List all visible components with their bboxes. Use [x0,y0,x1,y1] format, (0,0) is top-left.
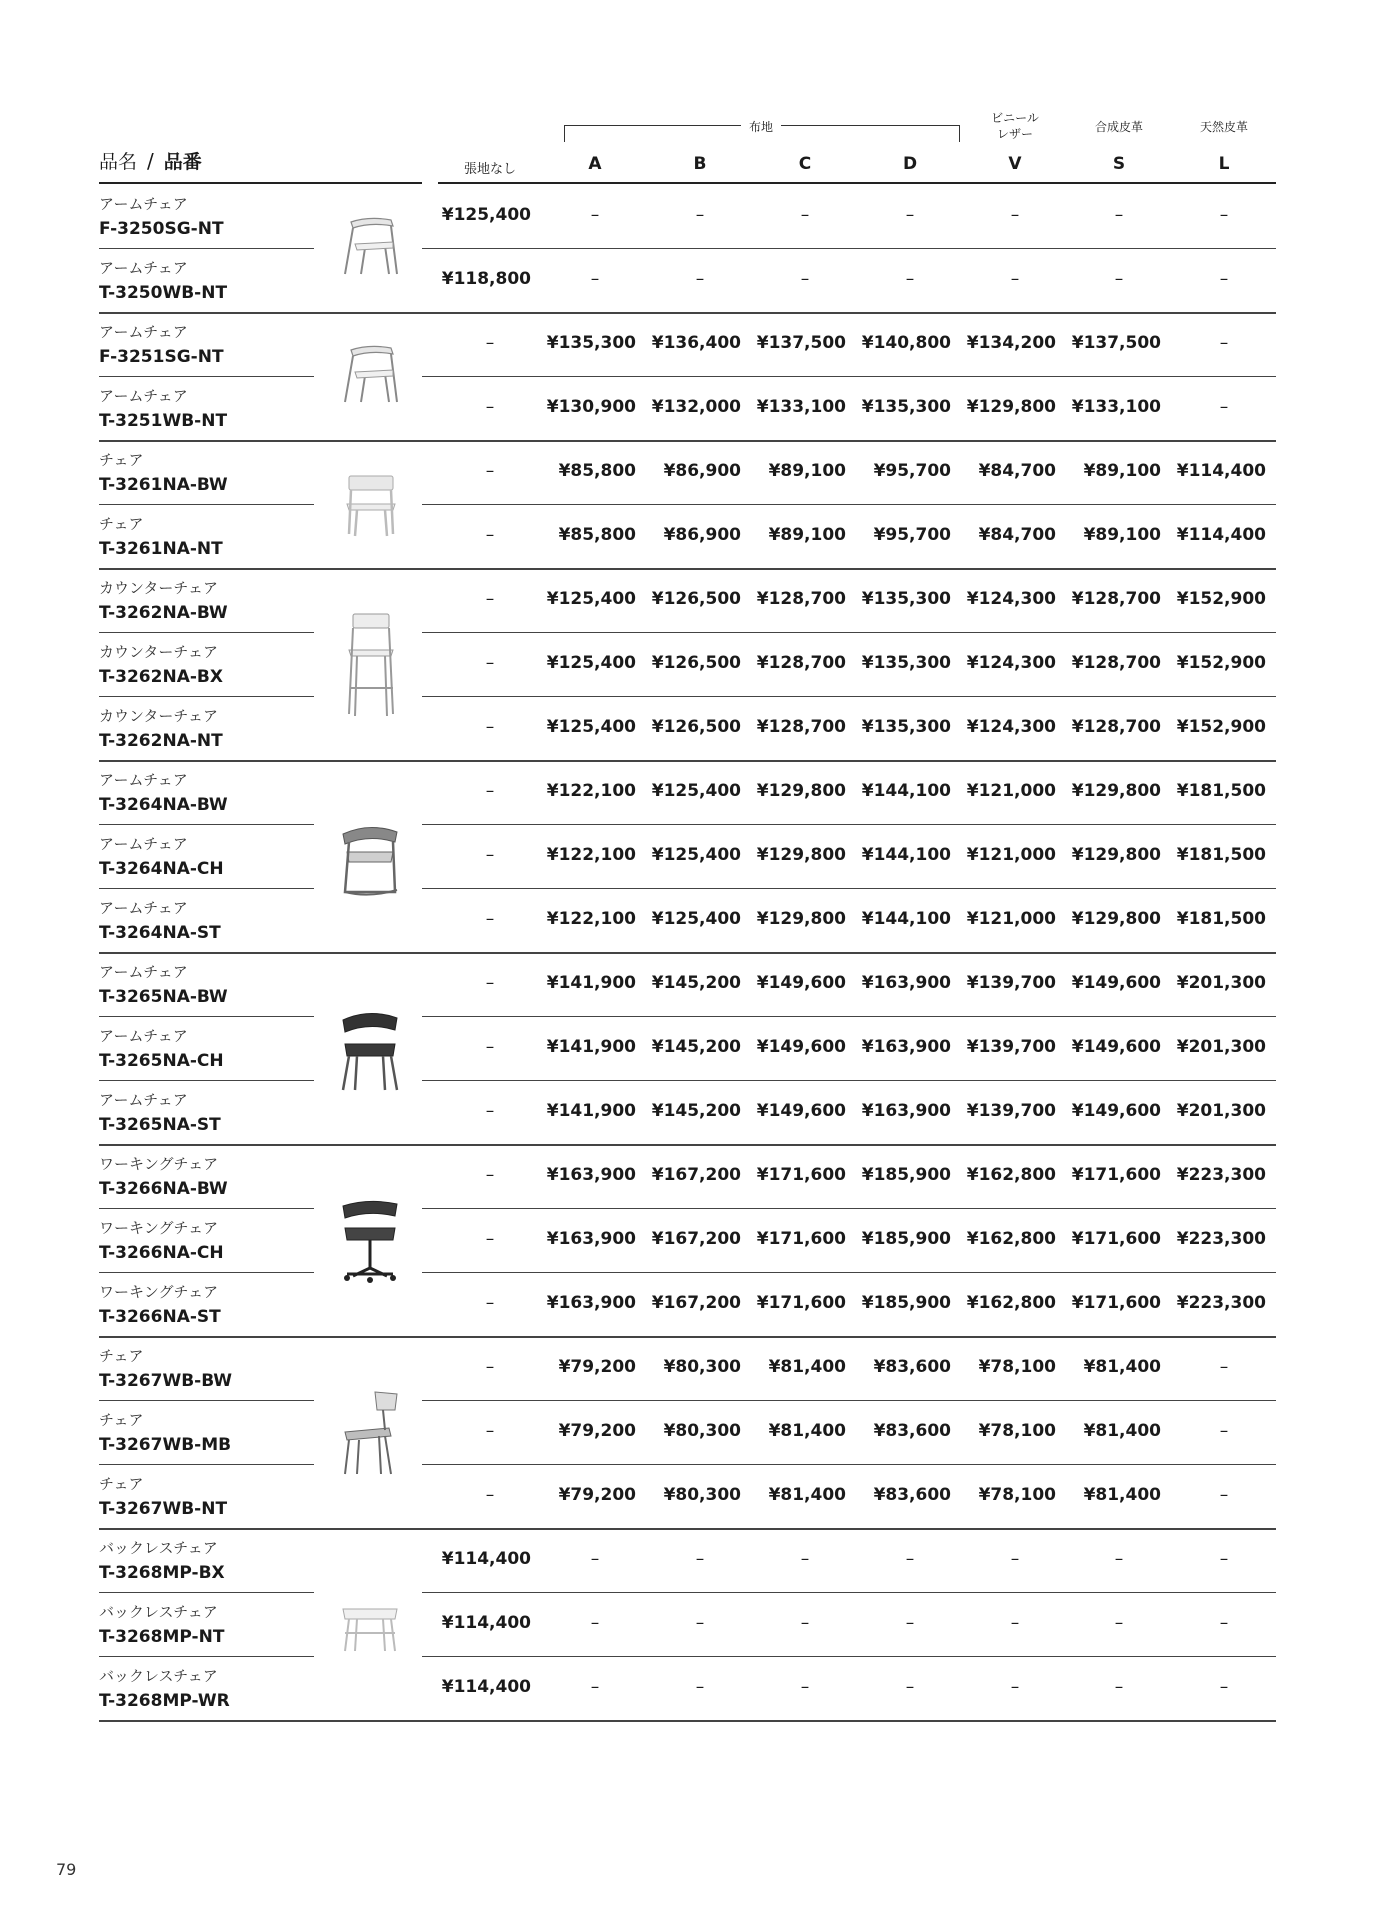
no-upholstery-label: 張地なし [463,162,517,177]
price-cell: ¥135,300 [861,397,951,417]
table-row [0,1337,1376,1401]
product-code: T-3264NA-BW [99,795,228,815]
price-cell: – [1010,1677,1020,1697]
price-cell: ¥78,100 [978,1485,1056,1505]
price-cell: ¥125,400 [546,589,636,609]
price-cell: ¥181,500 [1176,909,1266,929]
price-cell: ¥86,900 [663,461,741,481]
price-cell: – [485,1101,495,1121]
table-row [0,313,1376,377]
price-cell: ¥149,600 [756,1037,846,1057]
product-code: T-3265NA-BW [99,987,228,1007]
table-row [0,1465,1376,1529]
price-cell: ¥83,600 [873,1357,951,1377]
counter-chair-icon [335,610,415,720]
price-cell: ¥137,500 [1071,333,1161,353]
price-cell: – [695,1549,705,1569]
price-cell: ¥125,400 [441,205,531,225]
title-slash: / [147,149,154,173]
product-type: チェア [99,451,144,469]
table-row [0,1529,1376,1593]
price-cell: – [485,845,495,865]
price-cell: ¥163,900 [546,1229,636,1249]
product-code: T-3262NA-BX [99,667,223,687]
header-rule-left [99,182,422,184]
price-cell: ¥167,200 [651,1229,741,1249]
vinyl-leather-label [991,110,1039,142]
price-cell: ¥85,800 [558,461,636,481]
price-cell: ¥152,900 [1176,717,1266,737]
price-cell: ¥84,700 [978,525,1056,545]
product-type: アームチェア [99,899,188,917]
price-cell: ¥122,100 [546,781,636,801]
price-cell: ¥114,400 [1176,461,1266,481]
price-cell: – [1219,1485,1229,1505]
price-cell: ¥167,200 [651,1165,741,1185]
product-type: アームチェア [99,195,188,213]
price-cell: ¥83,600 [873,1485,951,1505]
table-row [0,1593,1376,1657]
price-cell: – [485,1165,495,1185]
price-cell: ¥118,800 [441,269,531,289]
column-letter-v: V [1008,154,1022,174]
price-cell: ¥128,700 [756,653,846,673]
price-cell: ¥129,800 [756,781,846,801]
price-cell: – [1114,1677,1124,1697]
price-cell: – [1114,205,1124,225]
table-row [0,441,1376,505]
price-cell: – [1219,1357,1229,1377]
price-cell: ¥80,300 [663,1357,741,1377]
price-cell: ¥149,600 [756,973,846,993]
product-type: カウンターチェア [99,643,218,661]
price-cell: – [485,973,495,993]
price-cell: ¥141,900 [546,1037,636,1057]
product-code: T-3266NA-CH [99,1243,224,1263]
price-cell: ¥162,800 [966,1229,1056,1249]
price-cell: – [590,205,600,225]
product-type: チェア [99,515,144,533]
price-cell: – [485,333,495,353]
price-cell: ¥201,300 [1176,1037,1266,1057]
price-cell: – [485,717,495,737]
table-row [0,1273,1376,1337]
price-cell: ¥223,300 [1176,1229,1266,1249]
table-row [0,953,1376,1017]
price-cell: – [1010,205,1020,225]
price-cell: ¥139,700 [966,1037,1056,1057]
product-code: T-3250WB-NT [99,283,228,303]
price-cell: ¥223,300 [1176,1165,1266,1185]
price-cell: ¥134,200 [966,333,1056,353]
table-row [0,889,1376,953]
price-cell: ¥81,400 [1083,1357,1161,1377]
price-cell: ¥122,100 [546,845,636,865]
price-cell: ¥139,700 [966,973,1056,993]
price-cell: – [485,1357,495,1377]
price-cell: ¥145,200 [651,1101,741,1121]
price-cell: – [905,1613,915,1633]
product-type: ワーキングチェア [99,1155,219,1173]
table-row [0,185,1376,249]
price-cell: ¥114,400 [441,1549,531,1569]
price-cell: – [590,269,600,289]
price-cell: ¥122,100 [546,909,636,929]
price-cell: ¥84,700 [978,461,1056,481]
product-type: バックレスチェア [99,1539,218,1557]
table-row [0,1657,1376,1721]
price-cell: – [1219,1549,1229,1569]
price-cell: – [1010,269,1020,289]
product-code: T-3261NA-BW [99,475,228,495]
column-letter-l: L [1218,154,1230,174]
column-letter-s: S [1112,154,1126,174]
product-type: アームチェア [99,387,188,405]
product-code: T-3268MP-WR [99,1691,230,1711]
price-cell: – [1219,333,1229,353]
price-cell: ¥85,800 [558,525,636,545]
price-cell: ¥79,200 [558,1485,636,1505]
product-code: F-3251SG-NT [99,347,224,367]
table-row [0,569,1376,633]
price-cell: – [905,1549,915,1569]
price-cell: – [1219,1421,1229,1441]
price-cell: ¥171,600 [756,1293,846,1313]
arm-chair-dark-icon [335,1004,415,1094]
price-cell: ¥171,600 [756,1229,846,1249]
price-cell: ¥181,500 [1176,781,1266,801]
product-code: T-3262NA-BW [99,603,228,623]
product-type: アームチェア [99,259,188,277]
title-code: 品番 [163,151,202,173]
price-cell: ¥125,400 [546,653,636,673]
price-cell: ¥163,900 [861,973,951,993]
table-row [0,1209,1376,1273]
price-cell: ¥121,000 [966,909,1056,929]
price-cell: ¥185,900 [861,1165,951,1185]
price-cell: ¥223,300 [1176,1293,1266,1313]
header-rule-right [438,182,1276,184]
price-cell: ¥163,900 [861,1037,951,1057]
price-cell: – [800,269,810,289]
product-code: T-3266NA-BW [99,1179,228,1199]
table-row [0,1017,1376,1081]
price-cell: – [485,461,495,481]
price-cell: – [695,1677,705,1697]
product-code: T-3267WB-NT [99,1499,228,1519]
price-cell: ¥129,800 [756,909,846,929]
price-cell: ¥144,100 [861,781,951,801]
price-cell: – [1219,1677,1229,1697]
price-cell: – [905,1677,915,1697]
price-cell: ¥114,400 [1176,525,1266,545]
price-cell: ¥141,900 [546,973,636,993]
price-cell: ¥201,300 [1176,1101,1266,1121]
arm-chair-slim-icon [335,214,415,284]
price-cell: ¥185,900 [861,1293,951,1313]
side-chair-thin-icon [335,1388,415,1478]
price-cell: ¥135,300 [861,653,951,673]
product-code: T-3264NA-ST [99,923,221,943]
price-cell: ¥128,700 [1071,589,1161,609]
price-cell: – [800,1549,810,1569]
price-cell: ¥135,300 [861,717,951,737]
price-cell: – [1219,1613,1229,1633]
price-cell: ¥81,400 [768,1485,846,1505]
price-cell: ¥130,900 [546,397,636,417]
price-cell: ¥141,900 [546,1101,636,1121]
price-cell: ¥80,300 [663,1485,741,1505]
price-cell: ¥167,200 [651,1293,741,1313]
price-cell: ¥132,000 [651,397,741,417]
table-row [0,1401,1376,1465]
price-cell: ¥133,100 [756,397,846,417]
price-cell: ¥125,400 [651,845,741,865]
product-code: F-3250SG-NT [99,219,224,239]
page-number: 79 [56,1860,77,1879]
product-type: ワーキングチェア [99,1283,219,1301]
vinyl-line2: レザー [996,127,1034,141]
price-cell: ¥129,800 [966,397,1056,417]
price-cell: ¥128,700 [756,717,846,737]
price-cell: ¥80,300 [663,1421,741,1441]
product-type: アームチェア [99,323,188,341]
natural-leather-label: 天然皮革 [1199,120,1249,134]
price-cell: ¥128,700 [1071,717,1161,737]
column-letter-b: B [693,154,707,174]
product-code: T-3267WB-BW [99,1371,233,1391]
price-cell: ¥152,900 [1176,653,1266,673]
product-type: チェア [99,1347,144,1365]
price-cell: – [485,1421,495,1441]
price-cell: – [485,1037,495,1057]
product-code: T-3251WB-NT [99,411,228,431]
price-cell: – [485,1485,495,1505]
product-type: アームチェア [99,771,188,789]
price-cell: ¥121,000 [966,845,1056,865]
price-cell: ¥137,500 [756,333,846,353]
price-cell: ¥152,900 [1176,589,1266,609]
price-cell: ¥149,600 [1071,973,1161,993]
price-cell: ¥89,100 [1083,461,1161,481]
price-cell: ¥149,600 [1071,1037,1161,1057]
vinyl-line1: ビニール [991,111,1039,125]
price-cell: – [590,1613,600,1633]
price-cell: ¥114,400 [441,1613,531,1633]
price-cell: ¥125,400 [651,781,741,801]
price-cell: ¥89,100 [768,525,846,545]
price-cell: ¥162,800 [966,1165,1056,1185]
product-type: チェア [99,1475,144,1493]
table-row [0,761,1376,825]
price-cell: ¥135,300 [546,333,636,353]
price-cell: – [1114,1549,1124,1569]
price-cell: ¥78,100 [978,1421,1056,1441]
price-cell: – [905,269,915,289]
product-type: ワーキングチェア [99,1219,219,1237]
price-cell: ¥81,400 [1083,1485,1161,1505]
arm-chair-slim-icon [335,342,415,412]
price-cell: – [800,1677,810,1697]
price-cell: ¥140,800 [861,333,951,353]
price-cell: ¥144,100 [861,845,951,865]
price-cell: – [485,1293,495,1313]
price-cell: ¥125,400 [546,717,636,737]
table-row [0,825,1376,889]
price-cell: ¥95,700 [873,525,951,545]
product-type: バックレスチェア [99,1667,218,1685]
price-cell: ¥162,800 [966,1293,1056,1313]
price-cell: – [800,1613,810,1633]
price-cell: ¥83,600 [873,1421,951,1441]
side-chair-icon [335,470,415,540]
price-cell: ¥124,300 [966,717,1056,737]
price-cell: ¥145,200 [651,1037,741,1057]
product-code: T-3268MP-BX [99,1563,225,1583]
price-cell: – [485,653,495,673]
price-cell: – [485,781,495,801]
price-cell: ¥129,800 [756,845,846,865]
product-code: T-3267WB-MB [99,1435,232,1455]
price-cell: – [485,525,495,545]
table-row [0,505,1376,569]
price-cell: ¥89,100 [1083,525,1161,545]
fabric-group-label: 布地 [741,118,781,135]
price-cell: – [1010,1613,1020,1633]
price-cell: – [1219,397,1229,417]
row-divider-left [99,1720,422,1722]
price-cell: ¥124,300 [966,653,1056,673]
price-cell: ¥139,700 [966,1101,1056,1121]
price-cell: ¥81,400 [1083,1421,1161,1441]
price-cell: ¥163,900 [546,1165,636,1185]
price-cell: ¥89,100 [768,461,846,481]
product-type: チェア [99,1411,144,1429]
price-cell: ¥171,600 [1071,1165,1161,1185]
price-cell: ¥136,400 [651,333,741,353]
price-cell: ¥125,400 [651,909,741,929]
arm-chair-sled-icon [335,812,415,902]
price-cell: ¥133,100 [1071,397,1161,417]
product-type: アームチェア [99,1091,188,1109]
price-cell: – [590,1549,600,1569]
product-type: カウンターチェア [99,707,218,725]
synthetic-leather-label: 合成皮革 [1094,120,1144,134]
product-type: カウンターチェア [99,579,218,597]
product-type: バックレスチェア [99,1603,218,1621]
price-cell: – [485,397,495,417]
price-cell: ¥181,500 [1176,845,1266,865]
backless-chair-icon [335,1595,415,1655]
column-title-product [99,147,202,174]
column-letter-d: D [902,154,918,174]
price-cell: ¥128,700 [756,589,846,609]
table-row [0,1081,1376,1145]
product-code: T-3265NA-CH [99,1051,224,1071]
title-name: 品名 [99,151,138,173]
price-cell: ¥163,900 [546,1293,636,1313]
product-type: アームチェア [99,835,188,853]
price-cell: – [485,909,495,929]
product-code: T-3261NA-NT [99,539,223,559]
product-code: T-3262NA-NT [99,731,223,751]
price-cell: ¥126,500 [651,717,741,737]
price-cell: ¥149,600 [1071,1101,1161,1121]
price-cell: ¥171,600 [1071,1293,1161,1313]
price-cell: – [485,1229,495,1249]
price-cell: ¥201,300 [1176,973,1266,993]
price-cell: ¥124,300 [966,589,1056,609]
price-cell: ¥126,500 [651,589,741,609]
table-row [0,377,1376,441]
product-type: アームチェア [99,1027,188,1045]
price-cell: – [905,205,915,225]
price-cell: ¥185,900 [861,1229,951,1249]
column-letter-a: A [588,154,602,174]
price-cell: ¥121,000 [966,781,1056,801]
price-cell: ¥129,800 [1071,845,1161,865]
price-cell: ¥144,100 [861,909,951,929]
price-cell: – [485,589,495,609]
price-cell: ¥114,400 [441,1677,531,1697]
price-cell: ¥126,500 [651,653,741,673]
price-cell: ¥86,900 [663,525,741,545]
product-type: アームチェア [99,963,188,981]
product-code: T-3265NA-ST [99,1115,221,1135]
price-cell: ¥81,400 [768,1357,846,1377]
price-cell: – [1219,269,1229,289]
price-cell: ¥171,600 [756,1165,846,1185]
price-cell: ¥81,400 [768,1421,846,1441]
table-row [0,1145,1376,1209]
price-cell: – [800,205,810,225]
table-row [0,249,1376,313]
price-cell: ¥79,200 [558,1357,636,1377]
price-cell: – [590,1677,600,1697]
price-cell: – [1114,269,1124,289]
price-cell: ¥163,900 [861,1101,951,1121]
working-chair-icon [335,1196,415,1286]
price-cell: – [695,269,705,289]
price-cell: – [695,1613,705,1633]
product-code: T-3264NA-CH [99,859,224,879]
price-cell: – [1010,1549,1020,1569]
product-code: T-3268MP-NT [99,1627,225,1647]
price-cell: ¥78,100 [978,1357,1056,1377]
row-divider-right [422,1720,1276,1722]
product-code: T-3266NA-ST [99,1307,221,1327]
price-cell: ¥145,200 [651,973,741,993]
price-cell: ¥135,300 [861,589,951,609]
column-letter-c: C [798,154,812,174]
price-cell: ¥149,600 [756,1101,846,1121]
price-cell: – [695,205,705,225]
table-row [0,697,1376,761]
price-cell: ¥79,200 [558,1421,636,1441]
price-cell: ¥129,800 [1071,909,1161,929]
price-cell: ¥95,700 [873,461,951,481]
price-cell: ¥171,600 [1071,1229,1161,1249]
price-cell: – [1219,205,1229,225]
price-cell: – [1114,1613,1124,1633]
table-row [0,633,1376,697]
price-cell: ¥129,800 [1071,781,1161,801]
price-cell: ¥128,700 [1071,653,1161,673]
